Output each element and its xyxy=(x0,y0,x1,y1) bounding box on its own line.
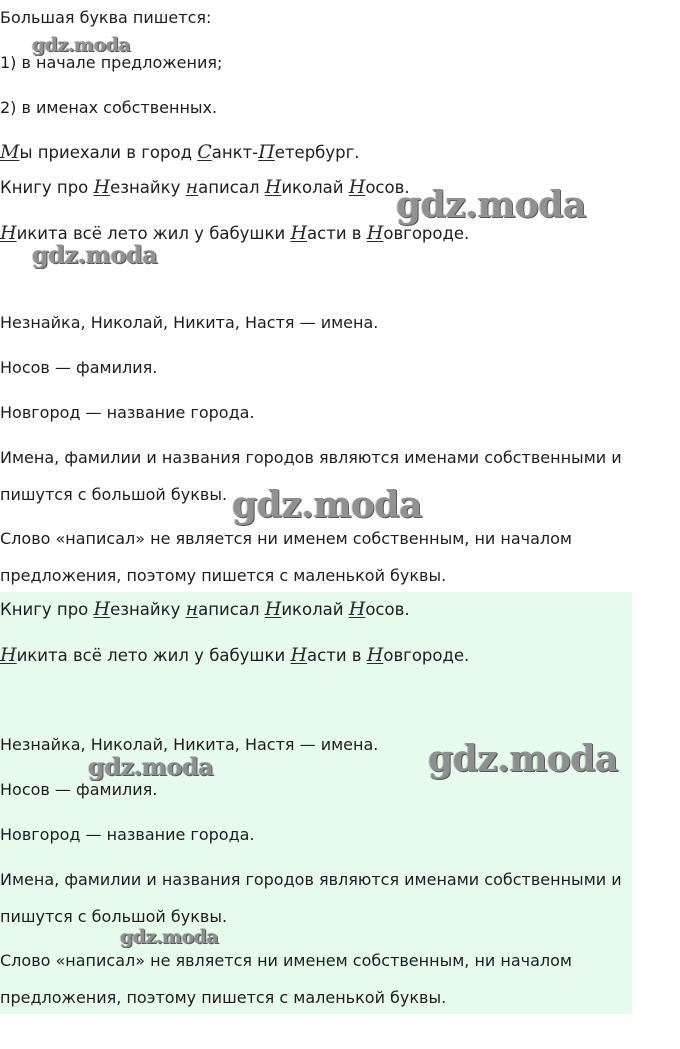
rule-item-1: 1) в начале предложения; xyxy=(0,53,223,72)
sentence-1: Мы приехали в город Санкт-Петербург. xyxy=(0,141,360,163)
sentence-2: Книгу про Незнайку написал Николай Носов. xyxy=(0,176,410,198)
answer-rule-line-2: пишутся с большой буквы. xyxy=(0,907,228,926)
explanation-names: Незнайка, Николай, Никита, Настя — имена. xyxy=(0,313,379,332)
capital-letter: М xyxy=(0,141,20,163)
answer-rule-line-1: Имена, фамилии и названия городов являются именами собственными и xyxy=(0,870,622,889)
rule-item-2: 2) в именах собственных. xyxy=(0,98,218,117)
watermark: gdz.moda xyxy=(428,738,618,780)
watermark: gdz.moda xyxy=(232,484,422,526)
explanation-rule-line-2: пишутся с большой буквы. xyxy=(0,485,228,504)
watermark: gdz.moda xyxy=(396,184,586,226)
answer-city: Новгород — название города. xyxy=(0,825,255,844)
capital-letter: Н xyxy=(264,176,282,198)
capital-letter: Н xyxy=(366,222,384,244)
capital-letter: Н xyxy=(264,598,282,620)
explanation-city: Новгород — название города. xyxy=(0,403,255,422)
capital-letter: Н xyxy=(93,598,111,620)
answer-surname: Носов — фамилия. xyxy=(0,780,158,799)
capital-letter: Н xyxy=(93,176,111,198)
capital-letter: Н xyxy=(0,644,17,666)
watermark: gdz.moda xyxy=(32,34,131,56)
capital-letter: Н xyxy=(348,176,366,198)
watermark: gdz.moda xyxy=(88,752,214,781)
capital-letter: С xyxy=(197,141,212,163)
answer-sentence-3: Никита всё лето жил у бабушки Насти в Новгороде. xyxy=(0,644,470,666)
sentence-3: Никита всё лето жил у бабушки Насти в Новгороде. xyxy=(0,222,470,244)
capital-letter: Н xyxy=(366,644,384,666)
capital-letter: Н xyxy=(290,222,308,244)
explanation-note-line-2: предложения, поэтому пишется с маленькой буквы. xyxy=(0,566,447,585)
answer-names: Незнайка, Николай, Никита, Настя — имена. xyxy=(0,735,379,754)
lowercase-letter: н xyxy=(185,598,199,620)
explanation-note-line-1: Слово «написал» не является ни именем собственным, ни началом xyxy=(0,529,572,548)
watermark: gdz.moda xyxy=(120,926,219,948)
answer-note-line-1: Слово «написал» не является ни именем собственным, ни началом xyxy=(0,951,572,970)
answer-sentence-2: Книгу про Незнайку написал Николай Носов. xyxy=(0,598,410,620)
answer-note-line-2: предложения, поэтому пишется с маленькой буквы. xyxy=(0,988,447,1007)
rule-heading: Большая буква пишется: xyxy=(0,8,212,27)
capital-letter: П xyxy=(258,141,275,163)
capital-letter: Н xyxy=(0,222,17,244)
capital-letter: Н xyxy=(290,644,308,666)
explanation-rule-line-1: Имена, фамилии и названия городов являются именами собственными и xyxy=(0,448,622,467)
watermark: gdz.moda xyxy=(32,240,158,269)
capital-letter: Н xyxy=(348,598,366,620)
lowercase-letter: н xyxy=(185,176,199,198)
explanation-surname: Носов — фамилия. xyxy=(0,358,158,377)
